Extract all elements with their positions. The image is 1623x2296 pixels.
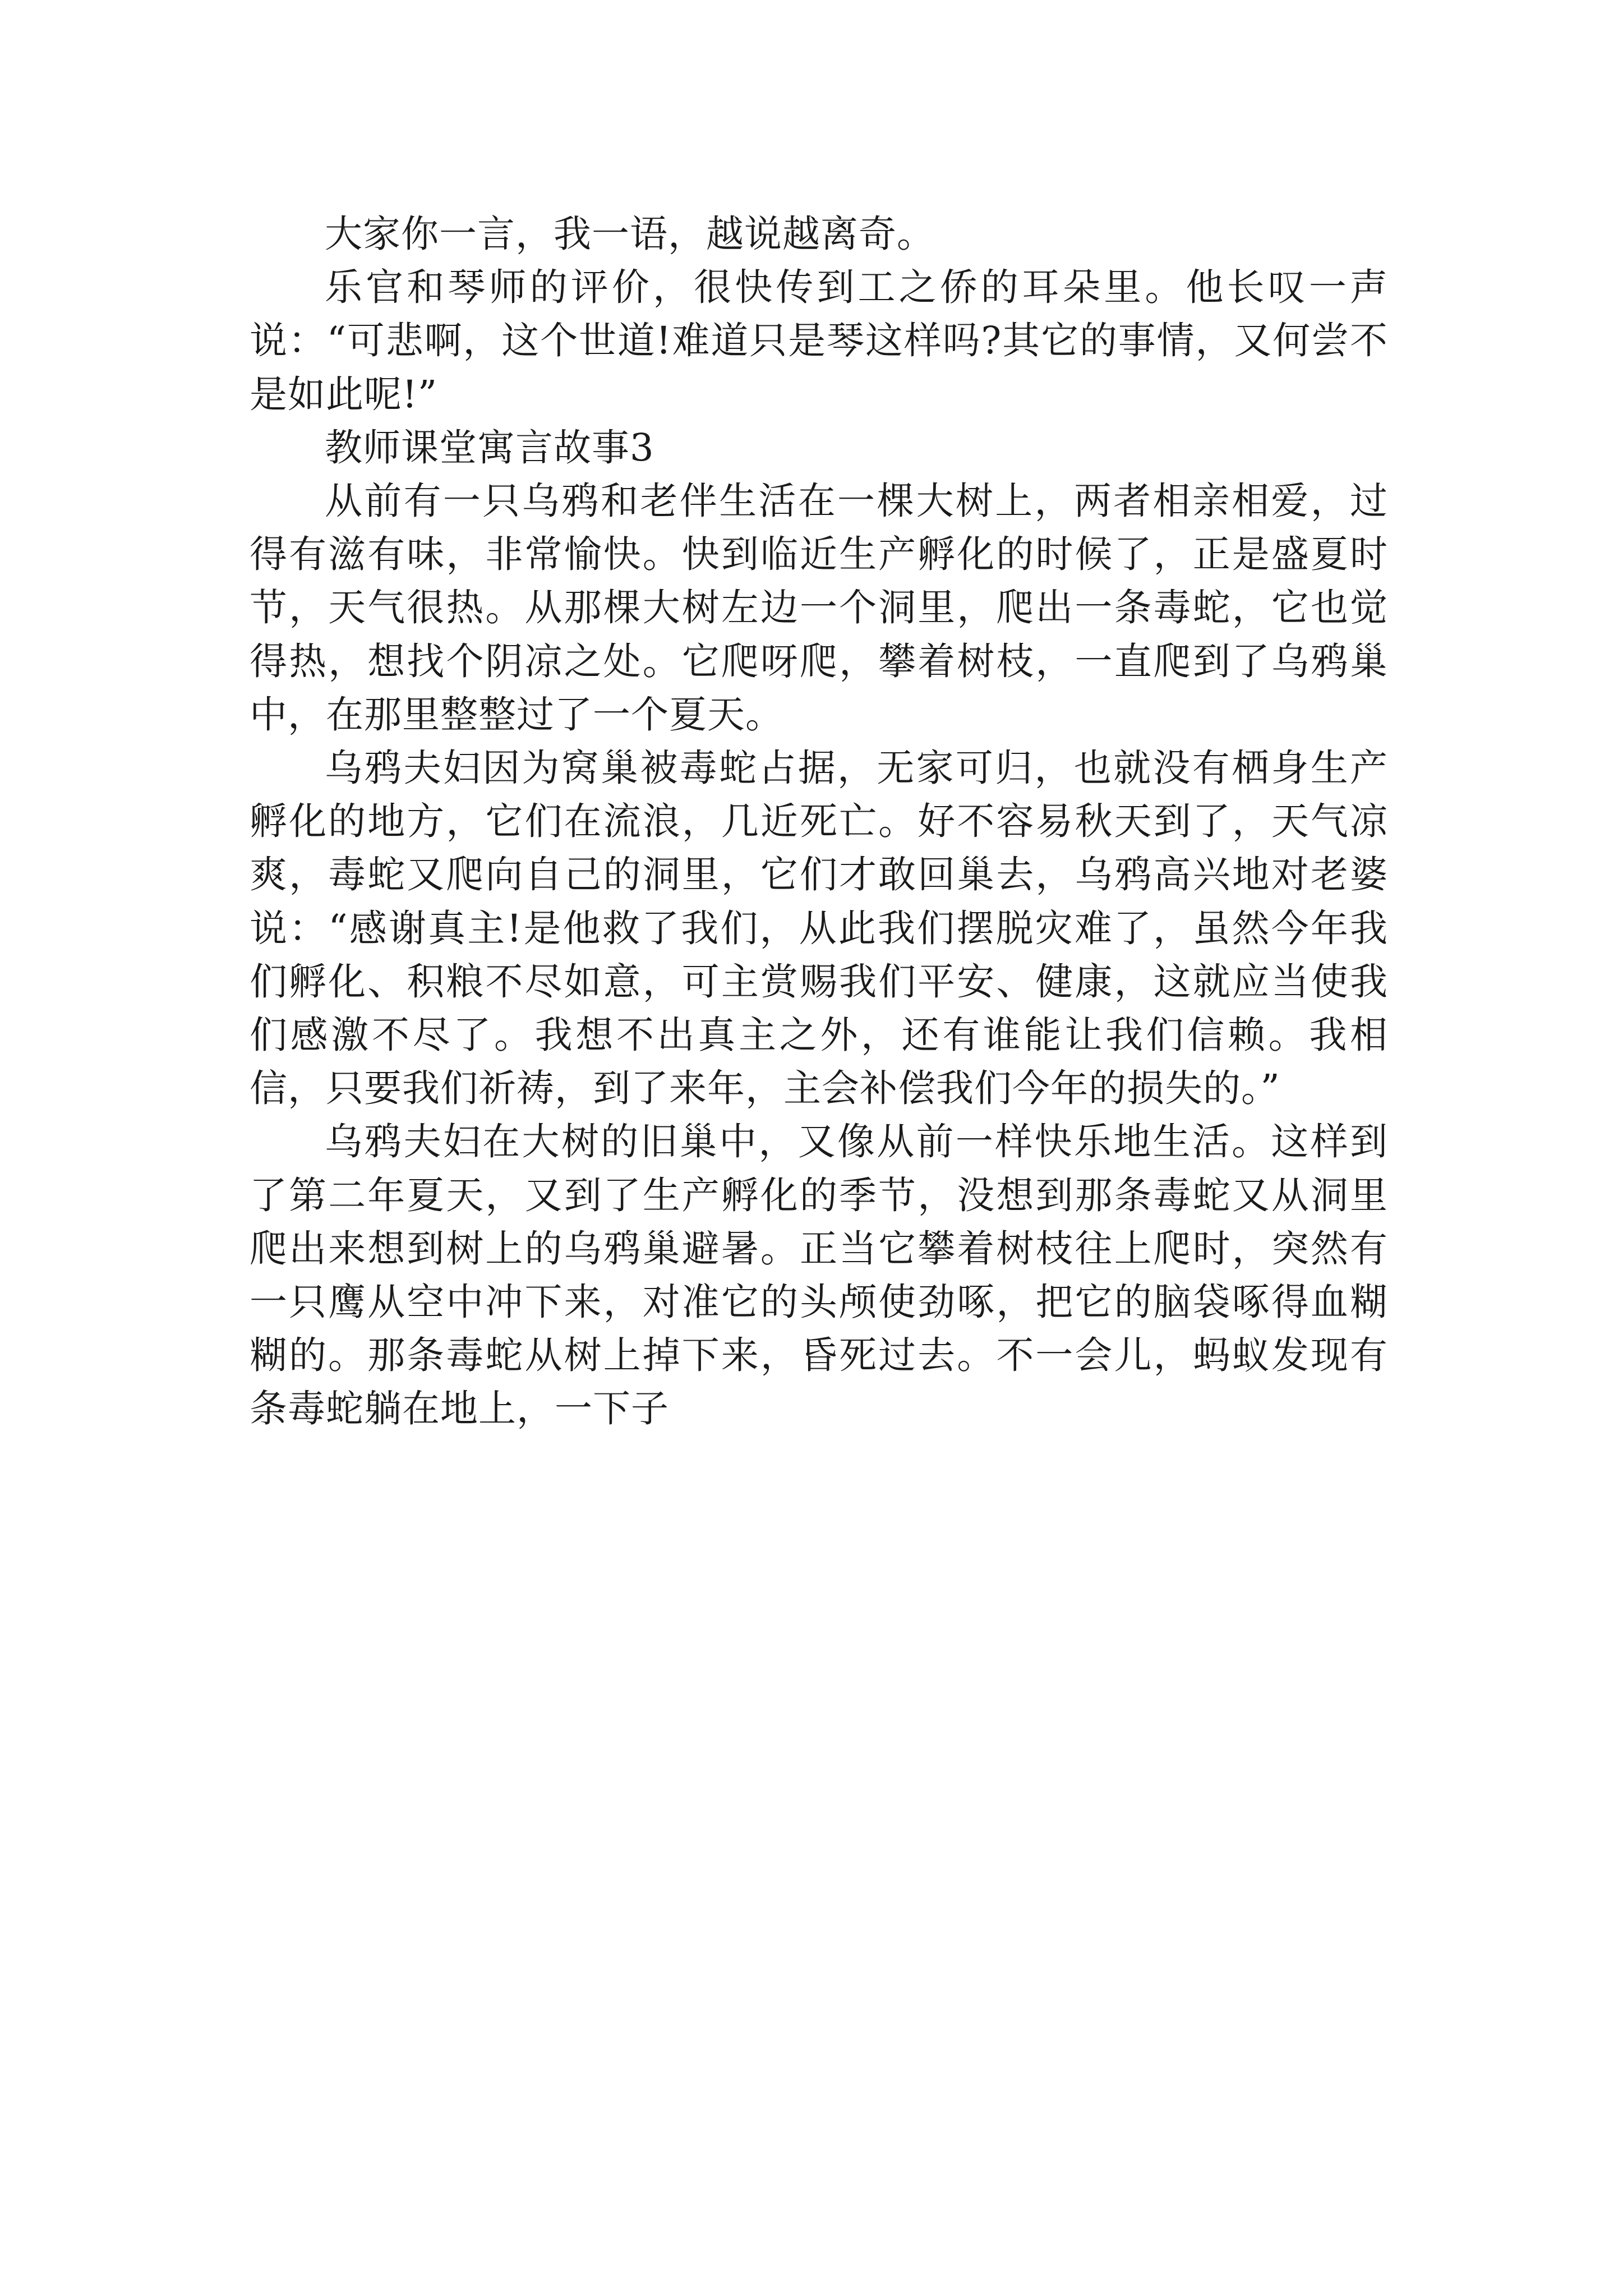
paragraph: 乌鸦夫妇因为窝巢被毒蛇占据，无家可归，也就没有栖身生产孵化的地方，它们在流浪，几近死亡。好不容易秋天到了，天气凉爽，毒蛇又爬向自己的洞里，它们才敢回巢去，乌鸦高兴地对老婆说：“感谢真主!是他救了我们，从此我们摆脱灾难了，虽然今年我们孵化、积粮不尽如意，可主赏赐我们平安、健康，这就应当使我们感激不尽了。我想不出真主之外，还有谁能让我们信赖。我相信，只要我们祈祷，到了来年，主会补偿我们今年的损失的。”: [250, 746, 1388, 1111]
paragraph: 乐官和琴师的评价，很快传到工之侨的耳朵里。他长叹一声说：“可悲啊，这个世道!难道只是琴这样吗?其它的事情，又何尝不是如此呢!”: [250, 265, 1388, 416]
section-heading: 教师课堂寓言故事3: [325, 425, 654, 470]
paragraph: 乌鸦夫妇在大树的旧巢中，又像从前一样快乐地生活。这样到了第二年夏天，又到了生产孵化的季节，没想到那条毒蛇又从洞里爬出来想到树上的乌鸦巢避暑。正当它攀着树枝往上爬时，突然有一只鹰从空中冲下来，对准它的头颅使劲啄，把它的脑袋啄得血糊糊的。那条毒蛇从树上掉下来，昏死过去。不一会儿，蚂蚁发现有条毒蛇躺在地上，一下子: [250, 1120, 1388, 1431]
paragraph: 从前有一只乌鸦和老伴生活在一棵大树上，两者相亲相爱，过得有滋有味，非常愉快。快到临近生产孵化的时候了，正是盛夏时节，天气很热。从那棵大树左边一个洞里，爬出一条毒蛇，它也觉得热，想找个阴凉之处。它爬呀爬，攀着树枝，一直爬到了乌鸦巢中，在那里整整过了一个夏天。: [250, 479, 1388, 737]
body-text: [250, 208, 1388, 1436]
paragraph: 大家你一言，我一语，越说越离奇。: [325, 212, 935, 256]
